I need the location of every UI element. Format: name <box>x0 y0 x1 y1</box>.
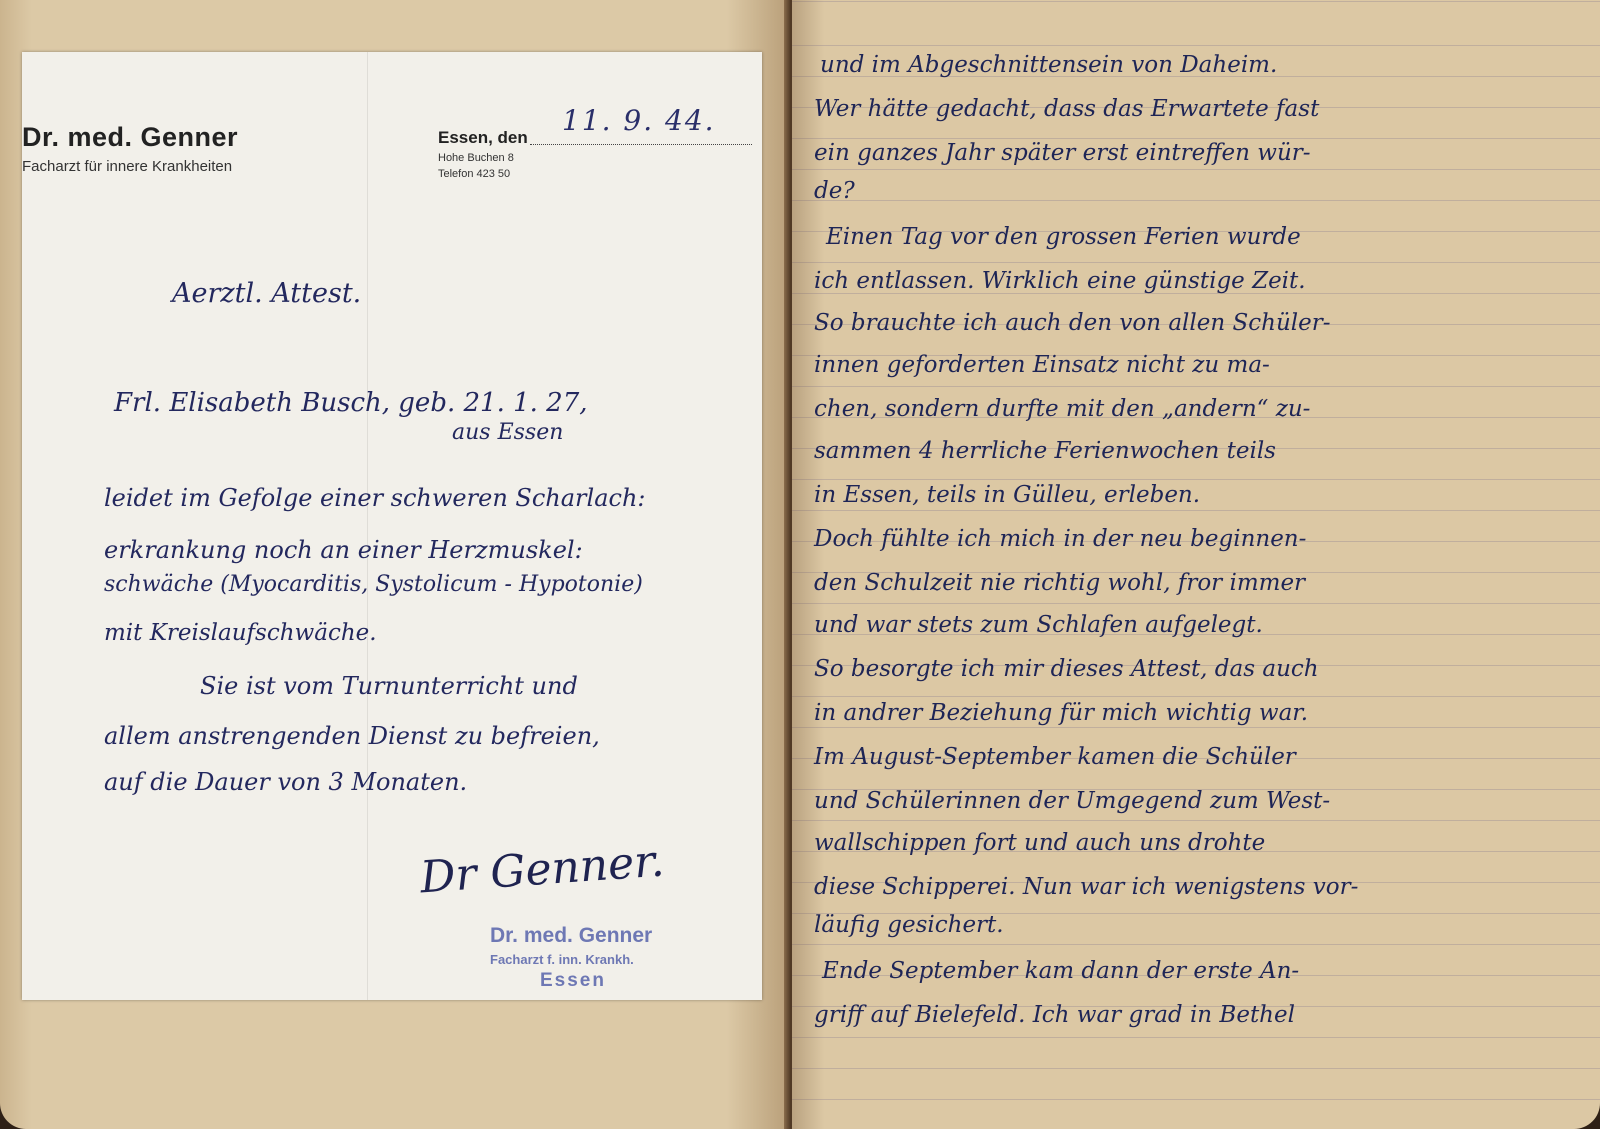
diary-line: griff auf Bielefeld. Ich war grad in Bethel <box>814 1002 1295 1028</box>
diary-line: Einen Tag vor den grossen Ferien wurde <box>826 224 1301 250</box>
date-dotted-line <box>530 144 752 145</box>
diary-line: Doch fühlte ich mich in der neu beginnen- <box>814 526 1307 552</box>
diary-line: chen, sondern durfte mit den „andern“ zu- <box>814 396 1311 422</box>
letterhead-address: Hohe Buchen 8 <box>438 152 514 164</box>
diary-line: Wer hätte gedacht, dass das Erwartete fast <box>814 96 1320 122</box>
diary-line: und im Abgeschnittensein von Daheim. <box>820 52 1278 78</box>
diary-line: de? <box>814 178 855 204</box>
diary-line: ich entlassen. Wirklich eine günstige Zeit. <box>814 268 1306 294</box>
left-page <box>0 0 790 1129</box>
doctor-signature: Dr Genner. <box>418 835 666 904</box>
attest-patient-line: Frl. Elisabeth Busch, geb. 21. 1. 27, <box>114 388 588 418</box>
attest-date: 11. 9. 44. <box>562 104 716 137</box>
diary-line: wallschippen fort und auch uns drohte <box>814 830 1266 856</box>
diary-line: innen geforderten Einsatz nicht zu ma- <box>814 352 1270 378</box>
diary-line: Ende September kam dann der erste An- <box>822 958 1300 984</box>
attest-text-line: erkrankung noch an einer Herzmuskel: <box>104 536 583 564</box>
letterhead-doctor-name: Dr. med. Genner <box>22 122 239 152</box>
letterhead-phone: Telefon 423 50 <box>438 168 511 180</box>
diary-line: in Essen, teils in Gülleu, erleben. <box>814 482 1201 508</box>
stamp-city: Essen <box>540 970 606 991</box>
diary-line: in andrer Beziehung für mich wichtig war. <box>814 700 1309 726</box>
attest-patient-origin: aus Essen <box>452 420 564 445</box>
medical-attest-sheet <box>22 52 762 1000</box>
attest-text-line: allem anstrengenden Dienst zu befreien, <box>104 722 600 750</box>
diary-line: sammen 4 herrliche Ferienwochen teils <box>814 438 1276 464</box>
diary-line: diese Schipperei. Nun war ich wenigstens vor- <box>814 874 1359 900</box>
attest-text-line: auf die Dauer von 3 Monaten. <box>104 768 468 796</box>
stamp-specialty: Facharzt f. inn. Krankh. <box>490 952 634 967</box>
diary-line: Im August-September kamen die Schüler <box>814 744 1296 770</box>
attest-text-line: Sie ist vom Turnunterricht und <box>200 672 578 700</box>
stamp-name: Dr. med. Genner <box>490 924 653 947</box>
attest-text-line: schwäche (Myocarditis, Systolicum - Hypotonie) <box>104 572 643 597</box>
diary-line: So brauchte ich auch den von allen Schüler- <box>814 310 1331 336</box>
diary-line: läufig gesichert. <box>814 912 1004 938</box>
attest-heading: Aerztl. Attest. <box>172 278 362 309</box>
diary-line: ein ganzes Jahr später erst eintreffen wür- <box>814 140 1311 166</box>
diary-line: und war stets zum Schlafen aufgelegt. <box>814 612 1263 638</box>
diary-line: So besorgte ich mir dieses Attest, das auch <box>814 656 1319 682</box>
attest-text-line: mit Kreislaufschwäche. <box>104 620 377 646</box>
right-page <box>792 0 1600 1129</box>
letterhead-place-label: Essen, den <box>438 128 528 147</box>
diary-line: und Schülerinnen der Umgegend zum West- <box>814 788 1331 814</box>
diary-line: den Schulzeit nie richtig wohl, fror immer <box>814 570 1306 596</box>
letterhead-specialty: Facharzt für innere Krankheiten <box>22 158 233 175</box>
paper-fold <box>367 52 368 1000</box>
attest-text-line: leidet im Gefolge einer schweren Scharlach: <box>104 484 646 512</box>
